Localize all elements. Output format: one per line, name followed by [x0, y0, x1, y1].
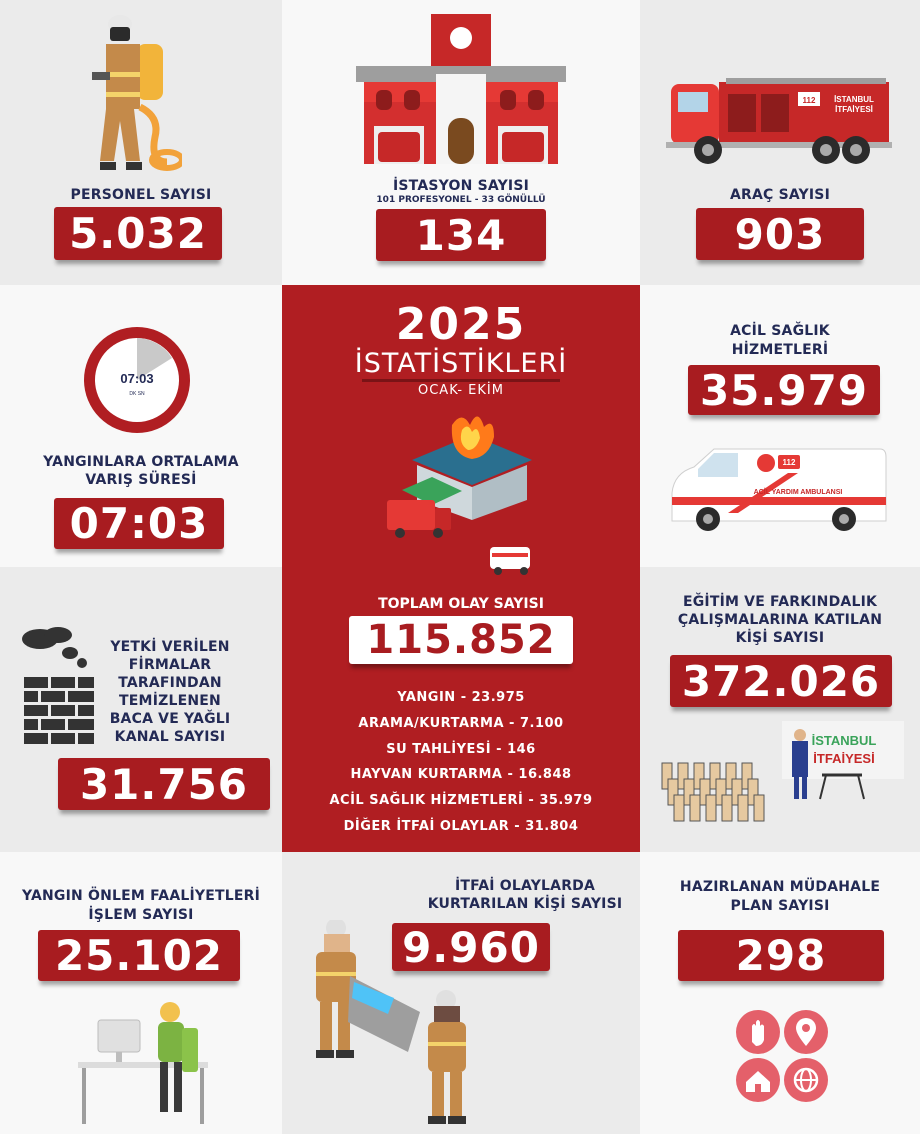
egitim-panel — [640, 567, 920, 852]
plan-icons-cluster — [732, 1006, 832, 1106]
baca-label-line: KANAL SAYISI — [114, 729, 226, 745]
training-audience-illustration — [654, 719, 904, 837]
egitim-label-2: ÇALIŞMALARINA KATILAN — [677, 612, 883, 628]
truck-number: 112 — [802, 96, 816, 105]
office-worker-illustration — [78, 998, 218, 1126]
ambulance-icon — [668, 443, 890, 535]
fire-truck-icon — [666, 72, 896, 167]
kurtarilan-label-2: KURTARILAN KİŞİ SAYISI — [427, 896, 623, 912]
fire-station-icon — [356, 14, 566, 169]
clock-unit: DK SN — [129, 391, 145, 397]
ambulance-text: ACİL YARDIM AMBULANSI — [753, 489, 843, 496]
baca-label-line: YETKİ VERİLEN — [110, 639, 230, 655]
arac-panel — [640, 0, 920, 285]
chimney-icon — [18, 627, 98, 747]
burning-house-illustration — [382, 415, 552, 575]
stopwatch-icon — [82, 325, 192, 435]
acil-panel — [640, 285, 920, 567]
istasyon-sub: 101 PROFESYONEL - 33 GÖNÜLLÜ — [376, 195, 546, 205]
center-title: İSTATİSTİKLERİ — [354, 348, 568, 379]
center-title-underline — [362, 379, 560, 382]
mudahale-label-2: PLAN SAYISI — [730, 898, 830, 914]
firefighter-icon — [92, 12, 182, 177]
istasyon-label: İSTASYON SAYISI — [392, 178, 530, 194]
personel-panel — [0, 0, 282, 285]
egitim-banner-1: İSTANBUL — [811, 733, 877, 748]
baca-panel — [0, 567, 282, 852]
onlem-label-1: YANGIN ÖNLEM FAALİYETLERİ — [21, 888, 261, 904]
kurtarilan-value: 9.960 — [392, 923, 550, 971]
kurtarilan-panel — [282, 852, 640, 1134]
istasyon-panel — [282, 0, 640, 285]
truck-text-1: İSTANBUL — [834, 95, 874, 104]
mudahale-panel — [640, 852, 920, 1134]
personel-value: 5.032 — [54, 207, 222, 260]
total-value: 115.852 — [349, 616, 573, 664]
incident-su-tahliyesi: SU TAHLİYESİ - 146 — [386, 742, 536, 757]
incident-hayvan-kurtarma: HAYVAN KURTARMA - 16.848 — [350, 767, 572, 782]
baca-label-line: FİRMALAR — [128, 657, 212, 673]
onlem-label-2: İŞLEM SAYISI — [88, 907, 194, 923]
baca-label — [100, 638, 240, 746]
onlem-value: 25.102 — [38, 930, 240, 981]
incident-acil-saglik: ACİL SAĞLIK HİZMETLERİ - 35.979 — [329, 793, 593, 808]
baca-label-line: TARAFINDAN — [118, 675, 222, 691]
kurtarilan-label-1: İTFAİ OLAYLARDA — [454, 878, 596, 894]
baca-label-line: TEMİZLENEN — [119, 693, 221, 709]
varis-value: 07:03 — [54, 498, 224, 549]
incident-diger: DİĞER İTFAİ OLAYLAR - 31.804 — [343, 819, 579, 834]
istasyon-value: 134 — [376, 209, 546, 261]
incident-arama-kurtarma: ARAMA/KURTARMA - 7.100 — [358, 716, 564, 731]
acil-label-1: ACİL SAĞLIK — [730, 323, 830, 339]
center-year: 2025 — [395, 299, 527, 350]
baca-label-line: BACA VE YAĞLI — [109, 711, 231, 727]
mudahale-label-1: HAZIRLANAN MÜDAHALE — [679, 879, 881, 895]
total-label: TOPLAM OLAY SAYISI — [378, 596, 544, 612]
baca-value: 31.756 — [58, 758, 270, 810]
clock-text: 07:03 — [120, 371, 154, 386]
ambulance-number: 112 — [782, 458, 796, 467]
rescue-illustration — [306, 920, 476, 1130]
acil-label-2: HİZMETLERİ — [731, 342, 829, 358]
egitim-label-3: KİŞİ SAYISI — [735, 630, 825, 646]
egitim-label-1: EĞİTİM VE FARKINDALIK — [682, 594, 878, 610]
arac-value: 903 — [696, 208, 864, 260]
egitim-value: 372.026 — [670, 655, 892, 707]
varis-panel — [0, 285, 282, 567]
center-period: OCAK- EKİM — [418, 383, 504, 398]
truck-text-2: İTFAİYESİ — [835, 105, 873, 114]
personel-label: PERSONEL SAYISI — [70, 187, 212, 203]
mudahale-value: 298 — [678, 930, 884, 981]
incident-yangin: YANGIN - 23.975 — [397, 690, 525, 705]
egitim-banner-2: İTFAİYESİ — [813, 751, 875, 766]
onlem-panel — [0, 852, 282, 1134]
acil-value: 35.979 — [688, 365, 880, 415]
varis-label-2: VARIŞ SÜRESİ — [85, 472, 197, 488]
arac-label: ARAÇ SAYISI — [729, 187, 830, 203]
center-panel — [282, 285, 640, 852]
varis-label-1: YANGINLARA ORTALAMA — [43, 454, 239, 470]
